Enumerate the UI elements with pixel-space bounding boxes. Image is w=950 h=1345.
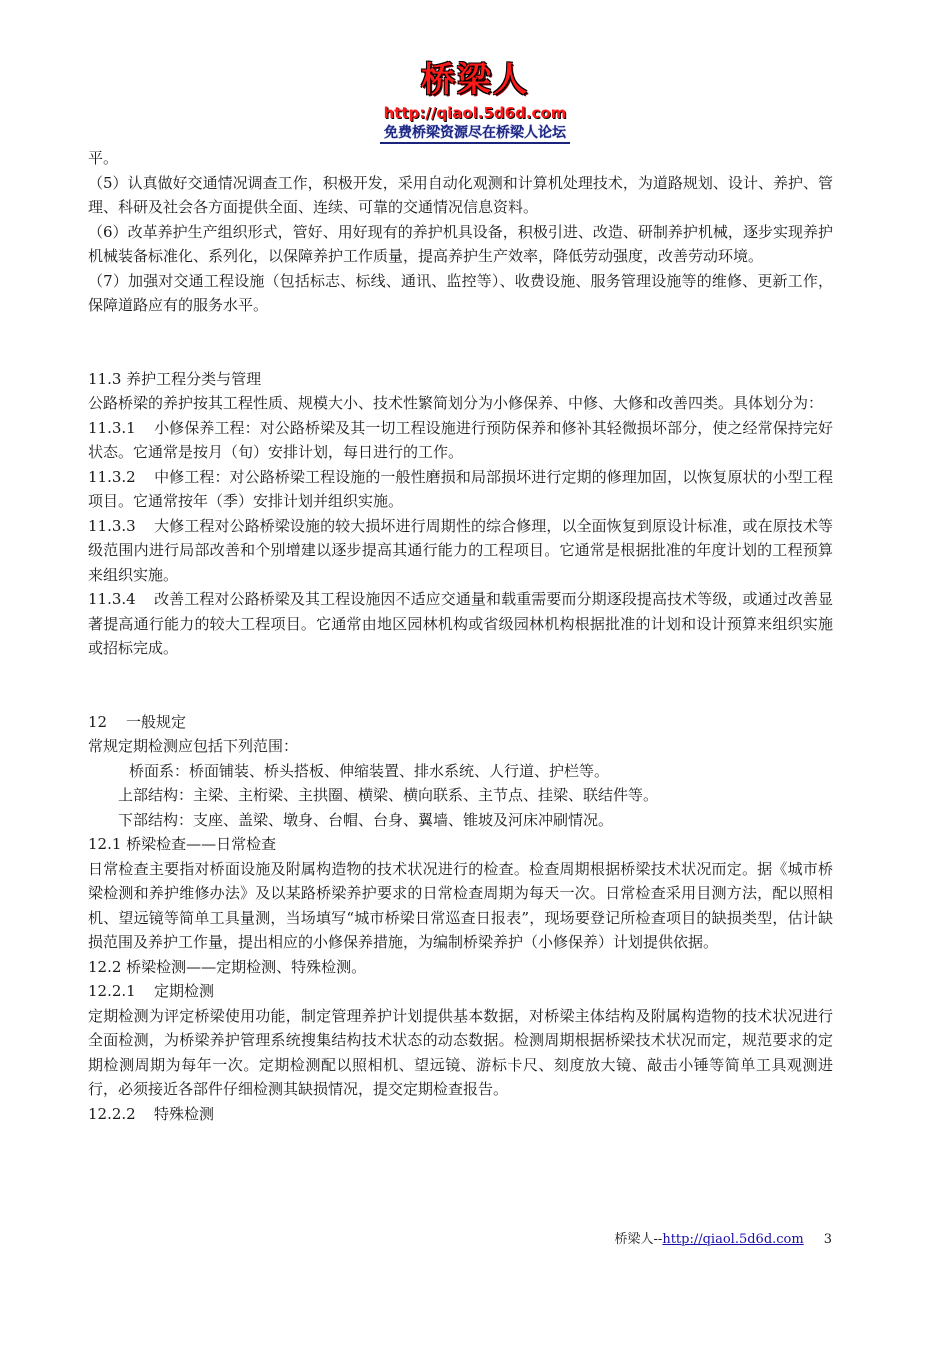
subsection-number: 11.3.1 [88,418,136,437]
subsection-11-3-3 [88,514,833,588]
list-item-5: （5）认真做好交通情况调查工作，积极开发，采用自动化观测和计算机处理技术，为道路规划、设计、养护、管理、科研及社会各方面提供全面、连续、可靠的交通情况信息资料。 [88,173,833,216]
subsection-11-3-2 [88,465,833,514]
subsection-text: 大修工程对公路桥梁设施的较大损坏进行周期性的综合修理，以全面恢复到原设计标准，或在原技术等级范围内进行局部改善和个别增建以逐步提高其通行能力的工程项目。它通常是根据批准的年度计划的工程预算来组织实施。 [88,516,833,584]
section-heading-11-3: 11.3 养护工程分类与管理 [88,369,262,388]
subsection-11-3-1 [88,416,833,465]
document-body [88,146,833,1126]
watermark-logo [0,60,950,144]
subsection-text: 小修保养工程：对公路桥梁及其一切工程设施进行预防保养和修补其轻微损坏部分，使之经常保持完好状态。它通常是按月（旬）安排计划，每日进行的工作。 [88,418,833,461]
paragraph-12-2-1: 定期检测为评定桥梁使用功能，制定管理养护计划提供基本数据，对桥梁主体结构及附属构造物的技术状况进行全面检测，为桥梁养护管理系统搜集结构技术状态的动态数据。检测周期根据桥梁技术状况而定，规范要求的定期检测周期为每年一次。定期检测配以照相机、望远镜、游标卡尺、刻度放大镜、敲击小锤等简单工具观测进行，必须接近各部件仔细检测其缺损情况，提交定期检查报告。 [88,1006,833,1098]
logo-url: http://qiaol.5d6d.com [383,104,567,122]
section-intro-12: 常规定期检测应包括下列范围： [88,737,299,755]
subsection-heading-12-2-1 [88,979,833,1004]
subsection-title: 定期检测 [154,982,215,1000]
section-number: 12 [88,712,108,731]
footer-site-name: 桥梁人-- [614,1232,663,1247]
subsection-number: 11.3.2 [88,467,136,486]
subsection-number: 11.3.4 [88,590,136,608]
list-item-7: （7）加强对交通工程设施（包括标志、标线、通讯、监控等）、收费设施、服务管理设施等的维修、更新工作，保障道路应有的服务水平。 [88,271,833,314]
subsection-number: 11.3.3 [88,516,136,535]
subsection-text: 改善工程对公路桥梁及其工程设施因不适应交通量和载重需要而分期逐段提高技术等级，或通过改善显著提高通行能力的较大工程项目。它通常由地区园林机构或省级园林机构根据批准的计划和设计预算来组织实施或招标完成。 [88,590,833,657]
subsection-heading-12-2-2 [88,1102,833,1127]
section-title: 一般规定 [126,712,187,731]
section-heading-12-2: 12.2 桥梁检测——定期检测、特殊检测。 [88,957,367,976]
footer-link[interactable]: http://qiaol.5d6d.com [662,1232,804,1247]
section-heading-12 [88,710,833,735]
subsection-number: 12.2.1 [88,982,136,1000]
subsection-number: 12.2.2 [88,1104,136,1123]
subsection-text: 中修工程：对公路桥梁工程设施的一般性磨损和局部损坏进行定期的修理加固，以恢复原状的小型工程项目。它通常按年（季）安排计划并组织实施。 [88,467,833,510]
page-footer [615,1231,832,1249]
subsection-title: 特殊检测 [154,1104,215,1123]
list-item-6: （6）改革养护生产组织形式，管好、用好现有的养护机具设备，积极引进、改造、研制养护机械，逐步实现养护机械装备标准化、系列化，以保障养护工作质量，提高养护生产效率，降低劳动强度，改善劳动环境。 [88,222,833,265]
logo-slogan: 免费桥梁资源尽在桥梁人论坛 [380,124,570,144]
scope-superstructure: 上部结构：主梁、主桁梁、主拱圈、横梁、横向联系、主节点、挂梁、联结件等。 [118,786,659,804]
logo-title: 桥梁人 [421,60,529,100]
subsection-11-3-4 [88,587,833,661]
section-heading-12-1: 12.1 桥梁检查——日常检查 [88,835,277,853]
paragraph-12-1: 日常检查主要指对桥面设施及附属构造物的技术状况进行的检查。检查周期根据桥梁技术状况而定。据《城市桥梁检测和养护维修办法》及以某路桥梁养护要求的日常检查周期为每天一次。日常检查采用目测方法，配以照相机、望远镜等简单工具量测，当场填写“城市桥梁日常巡查日报表”，现场要登记所检查项目的缺损类型，估计缺损范围及养护工作量，提出相应的小修保养措施，为编制桥梁养护（小修保养）计划提供依据。 [88,859,833,951]
section-intro-11-3: 公路桥梁的养护按其工程性质、规模大小、技术性繁简划分为小修保养、中修、大修和改善四类。具体划分为： [88,394,824,412]
scope-substructure: 下部结构：支座、盖梁、墩身、台帽、台身、翼墙、锥坡及河床冲刷情况。 [118,810,614,829]
paragraph-continuation: 平。 [88,149,119,167]
page-number: 3 [823,1232,832,1247]
scope-deck: 桥面系：桥面铺装、桥头搭板、伸缩装置、排水系统、人行道、护栏等。 [129,761,610,780]
